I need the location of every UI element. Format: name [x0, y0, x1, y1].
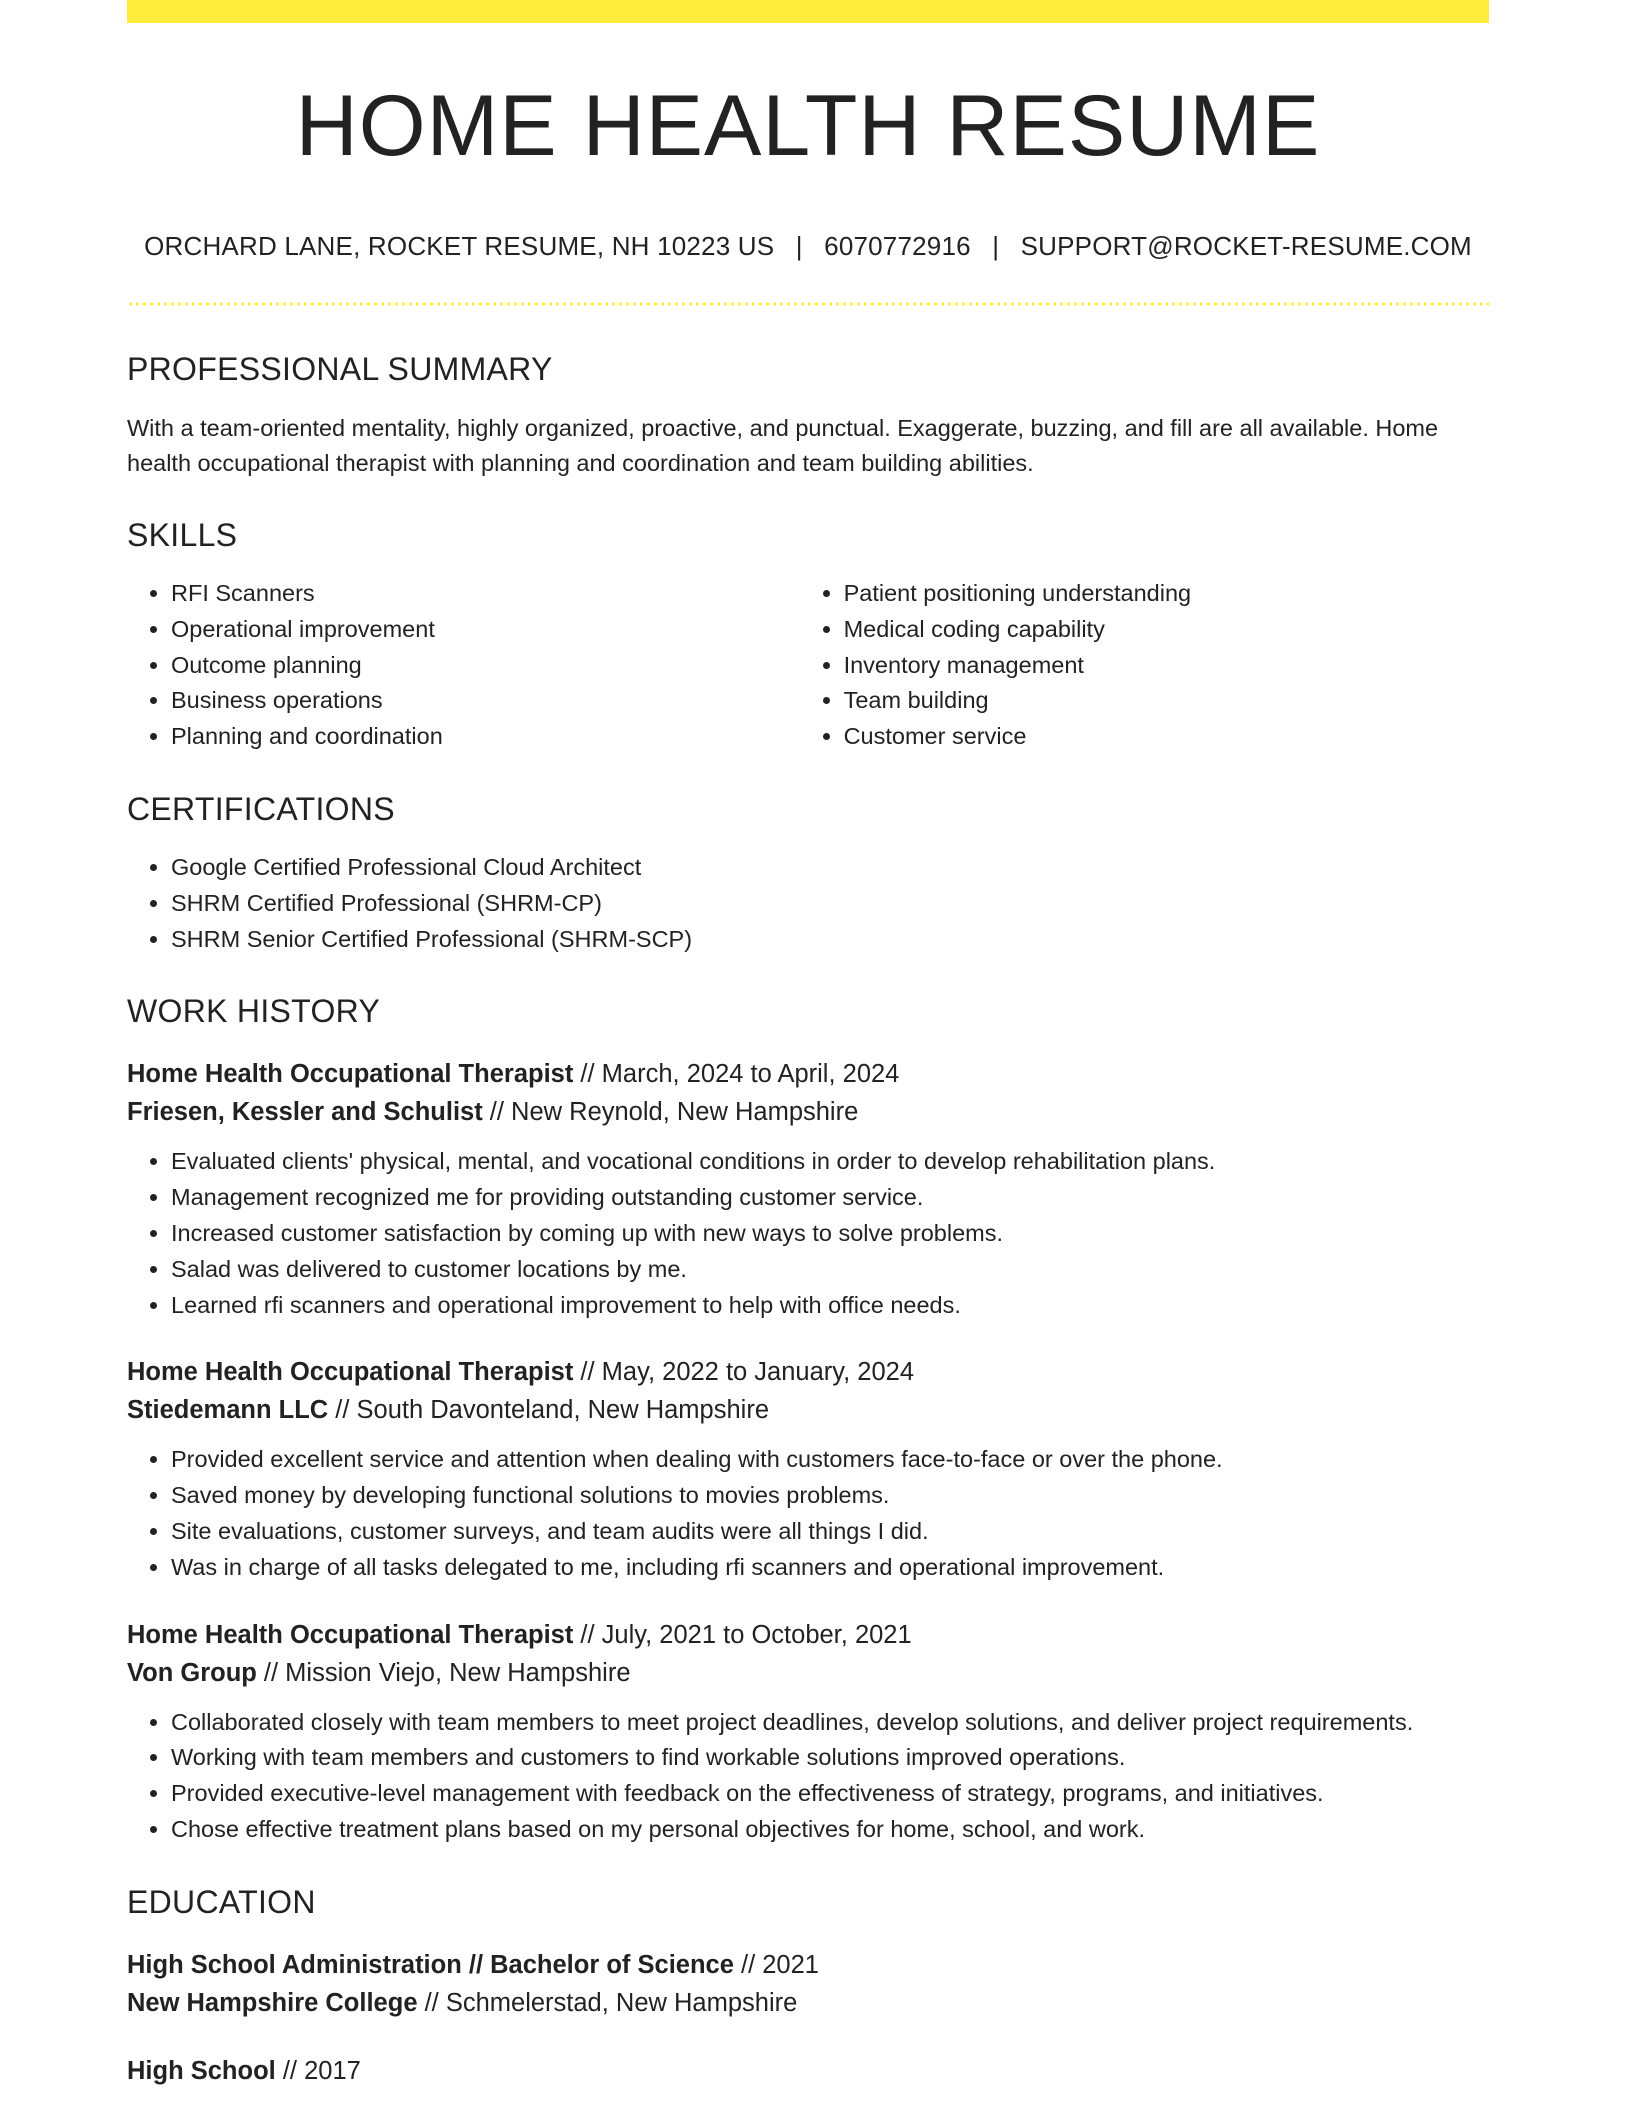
job-title-line	[127, 1616, 1489, 1654]
resume-page	[127, 0, 1489, 2090]
job-company-line	[127, 1391, 1489, 1429]
job-dates: // March, 2024 to April, 2024	[573, 1060, 900, 1089]
education-year: // 2021	[733, 1950, 819, 1979]
job-title-line	[127, 1055, 1489, 1093]
job-bullet: • Saved money by developing functional solutions to movies problems.	[171, 1478, 1489, 1514]
job-location: // Mission Viejo, New Hampshire	[256, 1658, 631, 1687]
education-year: // 2017	[275, 2056, 361, 2085]
summary-section	[127, 353, 1489, 481]
job-title: Home Health Occupational Therapist	[127, 1358, 574, 1387]
skill-item: • Inventory management	[844, 648, 1489, 684]
summary-heading: PROFESSIONAL SUMMARY	[127, 351, 553, 387]
education-entry	[127, 2052, 1489, 2090]
skills-list-right	[800, 576, 1489, 755]
job-bullet: • Chose effective treatment plans based on my personal objectives for home, school, and work.	[171, 1812, 1489, 1848]
job-dates: // July, 2021 to October, 2021	[573, 1620, 912, 1649]
certifications-heading: CERTIFICATIONS	[127, 790, 395, 827]
job-title-line	[127, 1353, 1489, 1391]
education-school: New Hampshire College	[127, 1988, 418, 2017]
skills-heading: SKILLS	[127, 517, 238, 553]
education-entry	[127, 1946, 1489, 2022]
accent-top-bar	[127, 0, 1489, 23]
skill-item: • Operational improvement	[171, 612, 800, 648]
contact-address: ORCHARD LANE, ROCKET RESUME, NH 10223 US	[144, 231, 775, 261]
job-location: // New Reynold, New Hampshire	[482, 1098, 859, 1127]
education-section	[127, 1883, 1489, 2090]
certifications-section	[127, 790, 1489, 957]
job-bullet: • Learned rfi scanners and operational improvement to help with office needs.	[171, 1288, 1489, 1324]
skill-item: • Planning and coordination	[171, 719, 800, 755]
job-bullet: • Evaluated clients' physical, mental, and vocational conditions in order to develop rehabilitation plans.	[171, 1144, 1489, 1180]
certification-item: • SHRM Certified Professional (SHRM-CP)	[171, 886, 1489, 922]
skill-item: • RFI Scanners	[171, 576, 800, 612]
work-history-section	[127, 995, 1489, 1847]
skill-item: • Outcome planning	[171, 648, 800, 684]
skill-item: • Medical coding capability	[844, 612, 1489, 648]
resume-title: HOME HEALTH RESUME	[295, 78, 1321, 174]
education-school-line	[127, 1984, 1489, 2022]
job-bullet: • Provided executive-level management with feedback on the effectiveness of strategy, programs, and initiatives.	[171, 1776, 1489, 1812]
job-bullets	[127, 1144, 1489, 1323]
job-dates: // May, 2022 to January, 2024	[573, 1358, 915, 1387]
skill-item: • Business operations	[171, 683, 800, 719]
education-heading: EDUCATION	[127, 1883, 316, 1920]
job-bullet: • Management recognized me for providing outstanding customer service.	[171, 1180, 1489, 1216]
job-bullet: • Provided excellent service and attention when dealing with customers face-to-face or over the phone.	[171, 1442, 1489, 1478]
contact-separator: |	[992, 231, 1000, 261]
skill-item: • Team building	[844, 683, 1489, 719]
skills-section	[127, 519, 1489, 755]
dotted-divider	[127, 302, 1489, 306]
certification-item: • Google Certified Professional Cloud Architect	[171, 850, 1489, 886]
job-title: Home Health Occupational Therapist	[127, 1620, 574, 1649]
job-location: // South Davonteland, New Hampshire	[328, 1396, 769, 1425]
job-bullet: • Salad was delivered to customer locations by me.	[171, 1252, 1489, 1288]
job-bullet: • Site evaluations, customer surveys, and team audits were all things I did.	[171, 1514, 1489, 1550]
work-history-heading: WORK HISTORY	[127, 993, 381, 1030]
job-bullets	[127, 1442, 1489, 1585]
education-location: // Schmelerstad, New Hampshire	[417, 1988, 798, 2017]
skill-item: • Customer service	[844, 719, 1489, 755]
job-bullet: • Collaborated closely with team members to meet project deadlines, develop solutions, and deliver project requirements.	[171, 1705, 1489, 1741]
education-degree-line	[127, 2052, 1489, 2090]
education-degree-line	[127, 1946, 1489, 1984]
job-bullet: • Working with team members and customers to find workable solutions improved operations.	[171, 1740, 1489, 1776]
education-degree: High School	[127, 2056, 276, 2085]
job-entry	[127, 1055, 1489, 1323]
skills-columns	[127, 576, 1489, 755]
job-company-line	[127, 1093, 1489, 1131]
job-title: Home Health Occupational Therapist	[127, 1060, 574, 1089]
job-company: Von Group	[127, 1658, 257, 1687]
job-entry	[127, 1353, 1489, 1585]
job-company: Stiedemann LLC	[127, 1396, 329, 1425]
job-bullet: • Increased customer satisfaction by coming up with new ways to solve problems.	[171, 1216, 1489, 1252]
job-bullets	[127, 1705, 1489, 1848]
skill-item: • Patient positioning understanding	[844, 576, 1489, 612]
summary-text: With a team-oriented mentality, highly organized, proactive, and punctual. Exaggerate, buzzing, and fill are all available. Home health occupational therapist with planning and coordination and team building abilities.	[127, 415, 1439, 476]
certification-item: • SHRM Senior Certified Professional (SHRM-SCP)	[171, 922, 1489, 958]
job-bullet: • Was in charge of all tasks delegated to me, including rfi scanners and operational improvement.	[171, 1550, 1489, 1586]
contact-phone: 6070772916	[824, 231, 971, 261]
skills-list-left	[127, 576, 800, 755]
job-company-line	[127, 1654, 1489, 1692]
job-company: Friesen, Kessler and Schulist	[127, 1098, 483, 1127]
certifications-list	[127, 850, 1489, 957]
contact-email: SUPPORT@ROCKET-RESUME.COM	[1020, 231, 1472, 261]
education-degree: High School Administration // Bachelor of Science	[127, 1950, 734, 1979]
contact-line	[127, 231, 1489, 262]
contact-separator: |	[795, 231, 803, 261]
job-entry	[127, 1616, 1489, 1848]
